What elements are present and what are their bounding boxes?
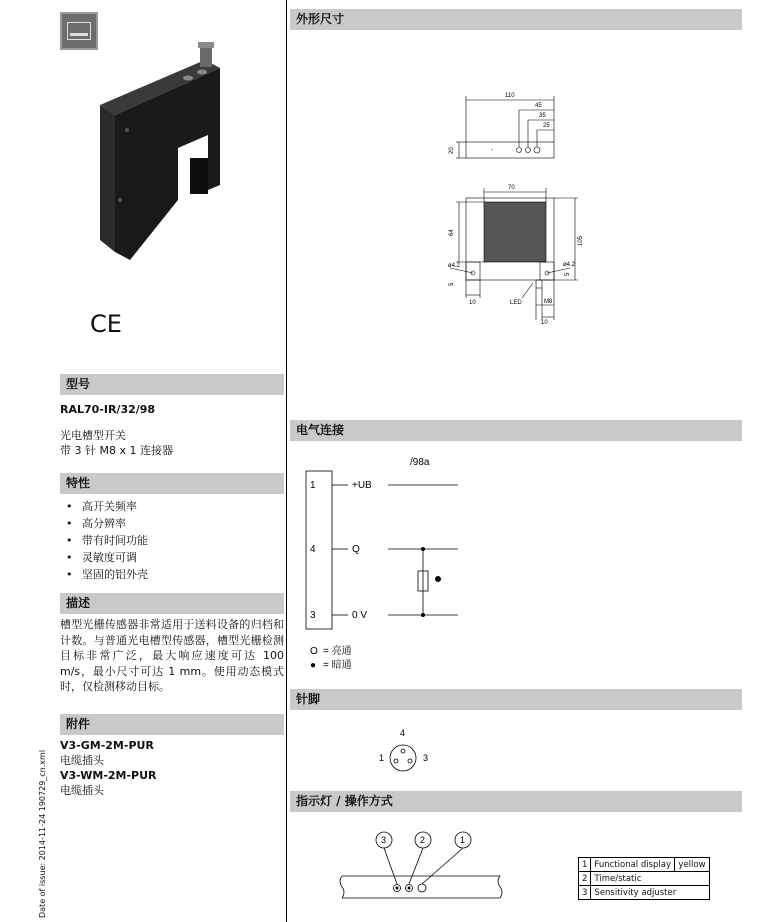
wiring-variant: /98a [410,457,430,468]
accessory-code: V3-WM-2M-PUR [60,769,157,782]
dim-label: 110 [505,93,515,99]
dim-label: 70 [508,185,515,191]
pin-number: 3 [423,753,429,763]
pinout-section [290,689,742,763]
features-list [60,494,284,583]
dimension-drawing [290,30,742,330]
model-section [60,374,284,458]
table-cell: Time/static [591,872,709,886]
features-header: 特性 [60,473,284,494]
dimensions-section [290,9,742,326]
dim-label: 25 [543,123,550,129]
dim-label: ø4.2 [448,263,461,269]
pinout-header: 针脚 [290,689,742,710]
product-image [90,40,240,260]
ce-mark: CE [90,310,122,338]
dim-label: - [491,147,493,153]
table-cell: Functional display [591,858,675,872]
electrical-header: 电气连接 [290,420,742,441]
wiring-diagram [290,441,742,686]
legend-text: = 暗通 [323,660,352,671]
accessory-code: V3-GM-2M-PUR [60,739,154,752]
table-cell: 3 [579,886,591,900]
indicators-header: 指示灯 / 操作方式 [290,791,742,812]
pin-number: 1 [379,753,385,763]
dim-label: 5 [565,272,571,276]
feature-item: • 带有时间功能 [60,532,284,549]
dim-label: ø4.2 [563,262,576,268]
model-code: RAL70-IR/32/98 [60,403,156,416]
feature-item: • 高分辨率 [60,515,284,532]
pin-number: 4 [310,544,316,555]
table-cell: yellow [675,858,709,872]
right-column [290,0,742,922]
column-divider [286,0,287,922]
dim-label: 35 [539,113,546,119]
pin-label: 0 V [352,610,368,621]
accessories-header: 附件 [60,714,284,735]
table-cell: 1 [579,858,591,872]
model-header: 型号 [60,374,284,395]
indicator-table [578,857,710,900]
accessories-section [60,714,284,798]
dim-label: LED [510,300,522,306]
pin-label: Q [352,544,360,555]
features-section [60,473,284,583]
issue-date: Date of issue: 2014-11-24 190729_cn.xml [38,749,47,918]
legend-text: = 亮通 [323,646,352,657]
pin-number: 4 [400,728,406,738]
pin-number: 1 [310,480,316,491]
table-row [579,886,710,900]
left-column [60,0,284,922]
dim-label: 10 [541,320,548,326]
dim-label: 10 [469,300,476,306]
accessory-desc: 电缆插头 [60,784,104,797]
table-cell: 2 [579,872,591,886]
feature-item: • 坚固的铝外壳 [60,566,284,583]
pinout-diagram [290,710,742,790]
legend-symbol-open: O [310,646,318,657]
dim-label: 64 [449,229,455,236]
table-row [579,858,710,872]
table-cell: Sensitivity adjuster [591,886,709,900]
model-desc-1: 光电槽型开关 [60,429,126,442]
pin-label: +UB [352,480,372,491]
description-header: 描述 [60,593,284,614]
callout-number: 3 [381,835,387,845]
description-text: 槽型光栅传感器非常适用于送料设备的归档和计数。与普通光电槽型传感器，槽型光栅检测目标非常广泛，最大响应速度可达 100 m/s，最小尺寸可达 1 mm。使用动态模式时，仅检测移动目标。 [60,618,284,693]
feature-item: • 灵敏度可调 [60,549,284,566]
indicators-section [290,791,742,898]
dim-label: M8 [544,299,553,305]
table-row [579,872,710,886]
callout-number: 2 [420,835,426,845]
electrical-section [290,420,742,671]
description-section [60,593,284,695]
dim-label: 105 [578,235,584,246]
dimensions-header: 外形尺寸 [290,9,742,30]
dim-label: 5 [449,282,455,286]
legend-symbol-filled: ● [310,660,317,671]
dim-label: 20 [449,147,455,154]
dim-label: 45 [535,103,542,109]
model-desc-2: 带 3 针 M8 x 1 连接器 [60,444,173,457]
indicator-diagram [290,812,570,922]
accessory-desc: 电缆插头 [60,754,104,767]
feature-item: • 高开关频率 [60,498,284,515]
callout-number: 1 [460,835,466,845]
pin-number: 3 [310,610,316,621]
